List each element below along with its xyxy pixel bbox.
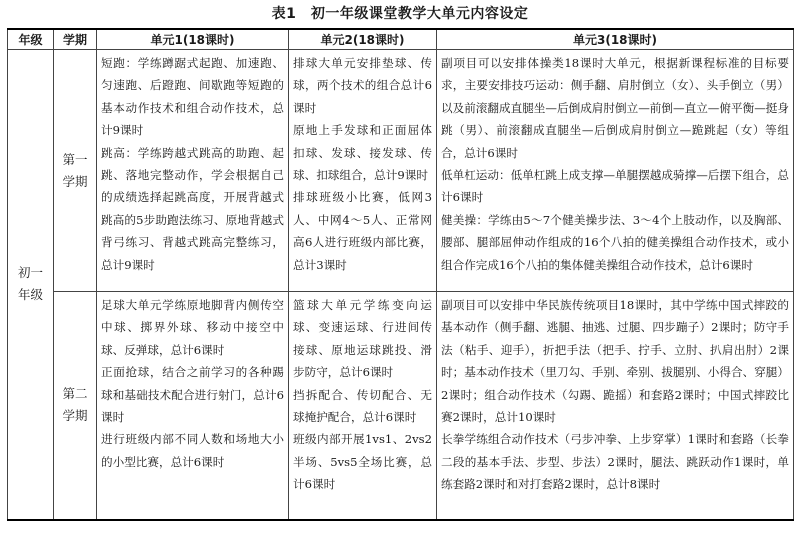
header-grade: 年级 bbox=[8, 29, 54, 50]
term-cell bbox=[54, 292, 97, 520]
header-unit1: 单元1(18课时) bbox=[97, 29, 289, 50]
content-table bbox=[7, 28, 794, 521]
paragraph: 短跑：学练蹲踞式起跑、加速跑、匀速跑、后蹬跑、间歇跑等短跑的基本动作技术和组合动作技术，总计9课时 bbox=[101, 56, 284, 138]
paragraph: 排球班级小比赛，低网3人、中网4～5人、正常网高6人进行班级内部比赛，总计3课时 bbox=[293, 190, 432, 272]
table-row bbox=[8, 292, 794, 520]
unit1-cell bbox=[97, 50, 289, 292]
paragraph: 健美操：学练由5～7个健美操步法、3～4个上肢动作，以及胸部、腰部、腿部屈伸动作组成的16个八拍的健美操组合动作技术，或小组合作完成16个八拍的集体健美操组合动作技术，总计6课时 bbox=[441, 212, 789, 272]
grade-cell bbox=[8, 50, 54, 520]
header-row bbox=[8, 29, 794, 50]
header-unit2: 单元2(18课时) bbox=[289, 29, 437, 50]
paragraph: 低单杠运动：低单杠跳上成支撑—单腿摆越成骑撑—后摆下组合，总计6课时 bbox=[441, 168, 789, 205]
unit2-cell bbox=[289, 292, 437, 520]
paragraph: 篮球大单元学练变向运球、变速运球、行进间传接球、原地运球跳投、滑步防守，总计6课时 bbox=[293, 298, 432, 380]
paragraph: 正面抢球，结合之前学习的各种踢球和基础技术配合进行射门，总计6课时 bbox=[101, 365, 284, 425]
paragraph: 副项目可以安排中华民族传统项目18课时，其中学练中国式摔跤的基本动作（侧手翻、逃腿、抽逃、过腿、四步蹦子）2课时；防守手法（粘手、迎手），折把手法（把手、拧手、立肘、扒肩出肘）2课时；基本动作技术（里刀勾、手别、牵别、拔腿别、小得合、穿腿）2课时；组合动作技术（勾踢、跪摇）和套路2课时；中国式摔跤比赛2课时，总计10课时 bbox=[441, 298, 789, 425]
unit1-cell bbox=[97, 292, 289, 520]
header-term: 学期 bbox=[54, 29, 97, 50]
paragraph: 挡拆配合、传切配合、无球掩护配合，总计6课时 bbox=[293, 387, 432, 425]
term-label: 第二学期 bbox=[62, 386, 88, 424]
paragraph: 跳高：学练跨越式跳高的助跑、起跳、落地完整动作，学会根据自己的成绩选择起跳高度，开展背越式跳高的5步助跑法练习、原地背越式背弓练习、背越式跳高完整练习，总计9课时 bbox=[101, 145, 284, 272]
paragraph: 副项目可以安排体操类18课时大单元，根据新课程标准的目标要求，主要安排技巧运动：侧手翻、肩肘倒立（女）、头手倒立（男）以及前滚翻成直腿坐—后倒成肩肘倒立—前倒—直立—俯平衡—挺身跳（男）、前滚翻成直腿坐—后倒成肩肘倒立—跪跳起（女）等组合，总计6课时 bbox=[441, 56, 789, 160]
paragraph: 排球大单元安排垫球、传球，两个技术的组合总计6课时 bbox=[293, 56, 432, 115]
unit2-cell bbox=[289, 50, 437, 292]
term-label: 第一学期 bbox=[62, 151, 88, 189]
paragraph: 原地上手发球和正面屈体扣球、发球、接发球、传球、扣球组合，总计9课时 bbox=[293, 123, 432, 183]
header-unit3: 单元3(18课时) bbox=[437, 29, 794, 50]
term-cell bbox=[54, 50, 97, 292]
paragraph: 足球大单元学练原地脚背内侧传空中球、掷界外球、移动中接空中球、反弹球，总计6课时 bbox=[101, 298, 284, 357]
paragraph: 进行班级内部不同人数和场地大小的小型比赛，总计6课时 bbox=[101, 432, 284, 469]
paragraph: 长拳学练组合动作技术（弓步冲拳、上步穿掌）1课时和套路（长拳二段的基本手法、步型、步法）2课时，腿法、跳跃动作1课时，单练套路2课时和对打套路2课时，总计8课时 bbox=[441, 432, 789, 492]
paragraph: 班级内部开展1vs1、2vs2半场、5vs5全场比赛，总计6课时 bbox=[293, 432, 432, 492]
grade-label: 初一年级 bbox=[17, 265, 43, 303]
table-caption: 表1 初一年级课堂教学大单元内容设定 bbox=[271, 6, 529, 22]
unit3-cell bbox=[437, 292, 794, 520]
unit3-cell bbox=[437, 50, 794, 292]
table-row bbox=[8, 50, 794, 292]
